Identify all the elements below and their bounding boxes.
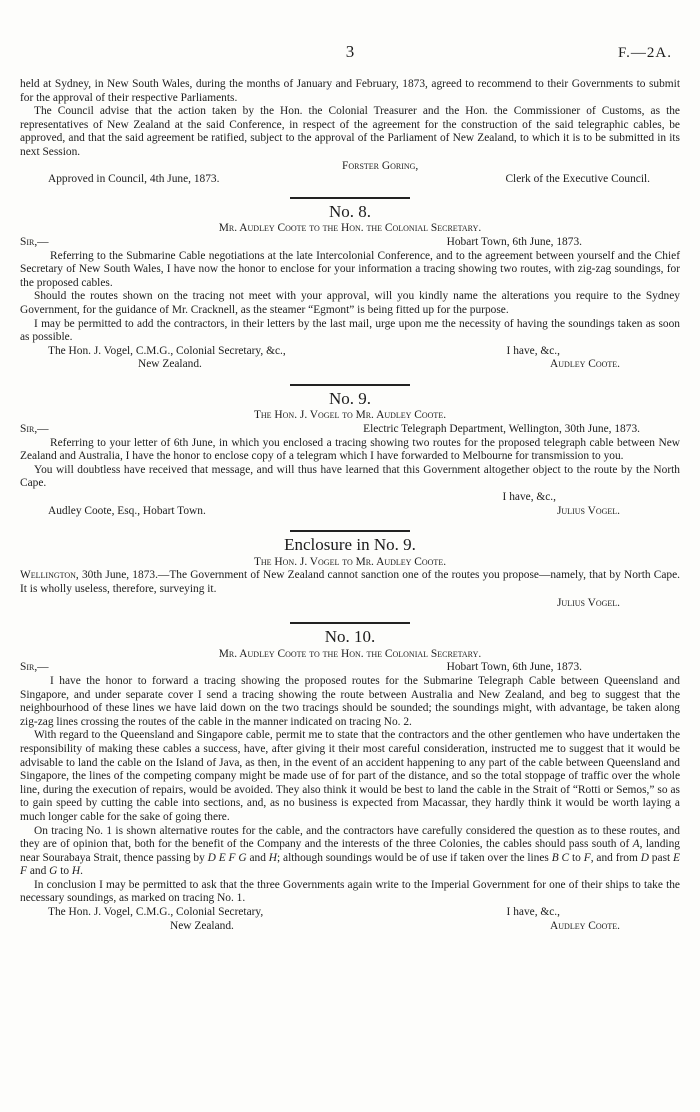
no9-place-date: Electric Telegraph Department, Wellington, 30th June, 1873. bbox=[363, 423, 640, 436]
no10-place-date: Hobart Town, 6th June, 1873. bbox=[446, 661, 582, 674]
section-divider bbox=[290, 197, 410, 199]
no9-addressee: Audley Coote, Esq., Hobart Town. bbox=[48, 504, 206, 517]
no8-heading: No. 8. bbox=[328, 201, 372, 221]
intro-approved: Approved in Council, 4th June, 1873. bbox=[48, 173, 220, 186]
no9-salutation: Sir,— bbox=[20, 423, 49, 436]
no9-heading: No. 9. bbox=[328, 388, 372, 408]
no10-closing: I have, &c., bbox=[506, 906, 560, 919]
no10-paragraph-4: In conclusion I may be permitted to ask that the three Governments again write to the Imperial Government for one of their ships to take the necessary soundings, as marked on tracing No. 1. bbox=[20, 878, 680, 905]
no9-subheading: The Hon. J. Vogel to Mr. Audley Coote. bbox=[253, 409, 447, 422]
enclosure9-text bbox=[20, 569, 680, 596]
no10-addressee-2: New Zealand. bbox=[170, 919, 234, 932]
enclosure9-body: 30th June, 1873.—The Government of New Zealand cannot sanction one of the routes you propose—namely, that by North Cape. It is wholly useless, therefore, surveying it. bbox=[20, 569, 680, 595]
page-header bbox=[20, 0, 680, 78]
no9-paragraph-2: You will doubtless have received that message, and will thus have learned that this Government altogether object to the route by the North Cape. bbox=[20, 463, 680, 490]
intro-council-paragraph: The Council advise that the action taken by the Hon. the Colonial Treasurer and the Hon. the Commissioner of Customs, as the representatives of New Zealand at the said Conference, in respect of the agreement for the construction of the said telegraphic cables, be approved, and that the said agreement be ratified, subject to the approval of the Parliament of New Zealand, to which it is to be submitted in its next Session. bbox=[20, 105, 680, 158]
no9-closing: I have, &c., bbox=[502, 491, 556, 504]
intro-signer: Forster Goring, bbox=[342, 159, 419, 172]
enclosure9-subheading: The Hon. J. Vogel to Mr. Audley Coote. bbox=[253, 555, 447, 568]
no8-addressee-2: New Zealand. bbox=[138, 358, 202, 371]
no8-paragraph-3: I may be permitted to add the contractors, in their letters by the last mail, urge upon me the necessity of having the soundings taken as soon as possible. bbox=[20, 317, 680, 344]
intro-signer-title: Clerk of the Executive Council. bbox=[505, 173, 650, 186]
no10-paragraph-1: I have the honor to forward a tracing showing the proposed routes for the Submarine Telegraph Cable between Queensland and Singapore, and under separate cover I send a tracing showing the route between Australia and New Zealand, and beg to suggest that the neighbourhood of these lines we have laid down on the two tracings should be sounded; the soundings might, with advantage, be taken along zig-zag lines crossing the routes of the cable in the manner indicated on tracing No. 2. bbox=[20, 674, 680, 728]
page-number: 3 bbox=[345, 42, 355, 61]
no9-signature: Julius Vogel. bbox=[556, 504, 620, 517]
no10-signature: Audley Coote. bbox=[550, 919, 620, 932]
document-reference: F.—2A. bbox=[618, 45, 672, 61]
no8-place-date: Hobart Town, 6th June, 1873. bbox=[446, 235, 582, 248]
no8-paragraph-1: Referring to the Submarine Cable negotiations at the late Intercolonial Conference, and to the agreement between yourself and the Chief Secretary of New South Wales, I have now the honor to enclose for your information a tracing showing two routes, with zig-zag soundings, for the proposed cables. bbox=[20, 249, 680, 289]
no8-subheading: Mr. Audley Coote to the Hon. the Colonial Secretary. bbox=[218, 222, 482, 235]
no10-salutation: Sir,— bbox=[20, 661, 49, 674]
enclosure9-heading: Enclosure in No. 9. bbox=[284, 535, 416, 555]
section-divider bbox=[290, 384, 410, 386]
enclosure9-signature: Julius Vogel. bbox=[556, 596, 620, 609]
no8-addressee: The Hon. J. Vogel, C.M.G., Colonial Secretary, &c., bbox=[48, 344, 286, 357]
no8-signature: Audley Coote. bbox=[550, 358, 620, 371]
no8-salutation: Sir,— bbox=[20, 235, 49, 248]
no8-closing: I have, &c., bbox=[506, 344, 560, 357]
no10-paragraph-2: With regard to the Queensland and Singapore cable, permit me to state that the contractors and the other gentlemen who have undertaken the responsibility of making these cables a success, have, after giving it their most careful consideration, instructed me to suggest that it would be advisable to land the cable on the Island of Java, as then, in the event of an accident happening to any part of the cable between Queensland and Singapore, the lines of the competing company might be made use of for part of the distance, and so the total stoppage of traffic over the whole line, during the execution of repairs, would be avoided. They also think it would be best to land the cable in the Strait of “Rotti or Semos,” so as to gain speed by cutting the cable into sections, and, as no business is expected from Macassar, they hardly think it would be worth laying a much longer cable for the sake of going there. bbox=[20, 729, 680, 823]
section-divider bbox=[290, 530, 410, 532]
intro-paragraph: held at Sydney, in New South Wales, during the months of January and February, 1873, agreed to recommend to their Governments to submit for the approval of their respective Parliaments. bbox=[20, 78, 680, 104]
no10-paragraph-3: On tracing No. 1 is shown alternative routes for the cable, and the contractors have carefully considered the question as to these routes, and they are of opinion that, both for the benefit of the Company and the interests of the three Colonies, the cables should pass south of A, landing near Sourabaya Strait, thence passing by D E F G and H; although soundings would be of use if taken over the lines B C to F, and from D past E F and G to H. bbox=[20, 824, 680, 878]
no10-addressee: The Hon. J. Vogel, C.M.G., Colonial Secretary, bbox=[48, 906, 264, 919]
enclosure9-place: Wellington, bbox=[20, 569, 79, 582]
no8-paragraph-2: Should the routes shown on the tracing not meet with your approval, will you kindly name the alterations you require to the Sydney Government, for the guidance of Mr. Cracknell, as the steamer “Egmont” is being fitted up for the purpose. bbox=[20, 290, 680, 316]
no10-subheading: Mr. Audley Coote to the Hon. the Colonial Secretary. bbox=[218, 647, 482, 660]
section-divider bbox=[290, 622, 410, 624]
no9-paragraph-1: Referring to your letter of 6th June, in which you enclosed a tracing showing two routes for the proposed telegraph cable between New Zealand and Australia, I have the honor to enclose copy of a telegram which I have forwarded to Melbourne for transmission to you. bbox=[20, 436, 680, 463]
no10-heading: No. 10. bbox=[324, 627, 376, 647]
page bbox=[20, 0, 680, 933]
